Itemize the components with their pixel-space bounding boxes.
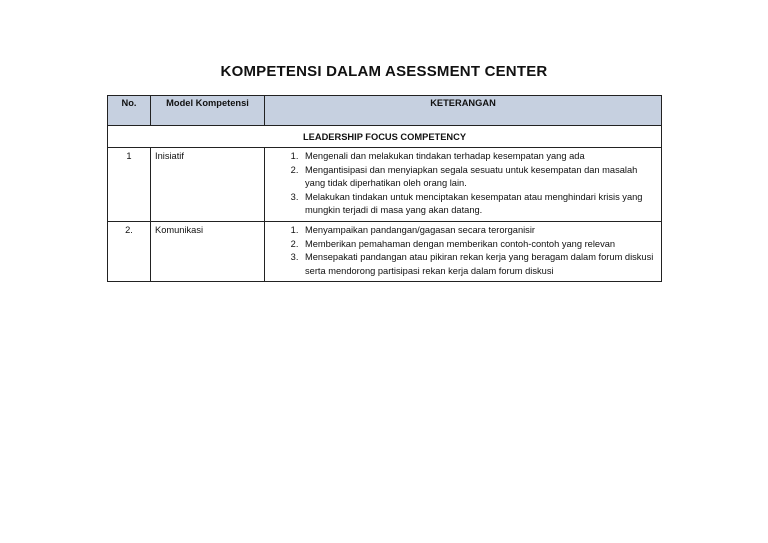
section-label: LEADERSHIP FOCUS COMPETENCY xyxy=(108,126,662,148)
list-item: 3. Melakukan tindakan untuk menciptakan kesempatan atau menghindari krisis yang mungkin terjadi di masa yang akan datang. xyxy=(301,191,657,218)
list-item: 2. Memberikan pemahaman dengan memberikan contoh-contoh yang relevan xyxy=(301,238,657,252)
list-item: 1. Menyampaikan pandangan/gagasan secara terorganisir xyxy=(301,224,657,238)
table-row xyxy=(108,148,662,222)
table-row xyxy=(108,221,662,281)
row-keterangan xyxy=(265,221,662,281)
section-row xyxy=(108,126,662,148)
row-keterangan xyxy=(265,148,662,222)
list-item: 1. Mengenali dan melakukan tindakan terhadap kesempatan yang ada xyxy=(301,150,657,164)
list-item: 3. Mensepakati pandangan atau pikiran rekan kerja yang beragam dalam forum diskusi serta mendorong partisipasi rekan kerja dalam forum diskusi xyxy=(301,251,657,278)
document-title: KOMPETENSI DALAM ASESSMENT CENTER xyxy=(220,63,548,80)
competency-table xyxy=(107,95,662,282)
keterangan-list xyxy=(269,224,657,278)
header-model: Model Kompetensi xyxy=(151,96,265,126)
header-no: No. xyxy=(108,96,151,126)
list-item: 2. Mengantisipasi dan menyiapkan segala sesuatu untuk kesempatan dan masalah yang tidak diperhatikan oleh orang lain. xyxy=(301,164,657,191)
row-model: Inisiatif xyxy=(151,148,265,222)
row-number: 1 xyxy=(108,148,151,222)
keterangan-list xyxy=(269,150,657,218)
table-header-row xyxy=(108,96,662,126)
row-number: 2. xyxy=(108,221,151,281)
header-keterangan: KETERANGAN xyxy=(265,96,662,126)
row-model: Komunikasi xyxy=(151,221,265,281)
